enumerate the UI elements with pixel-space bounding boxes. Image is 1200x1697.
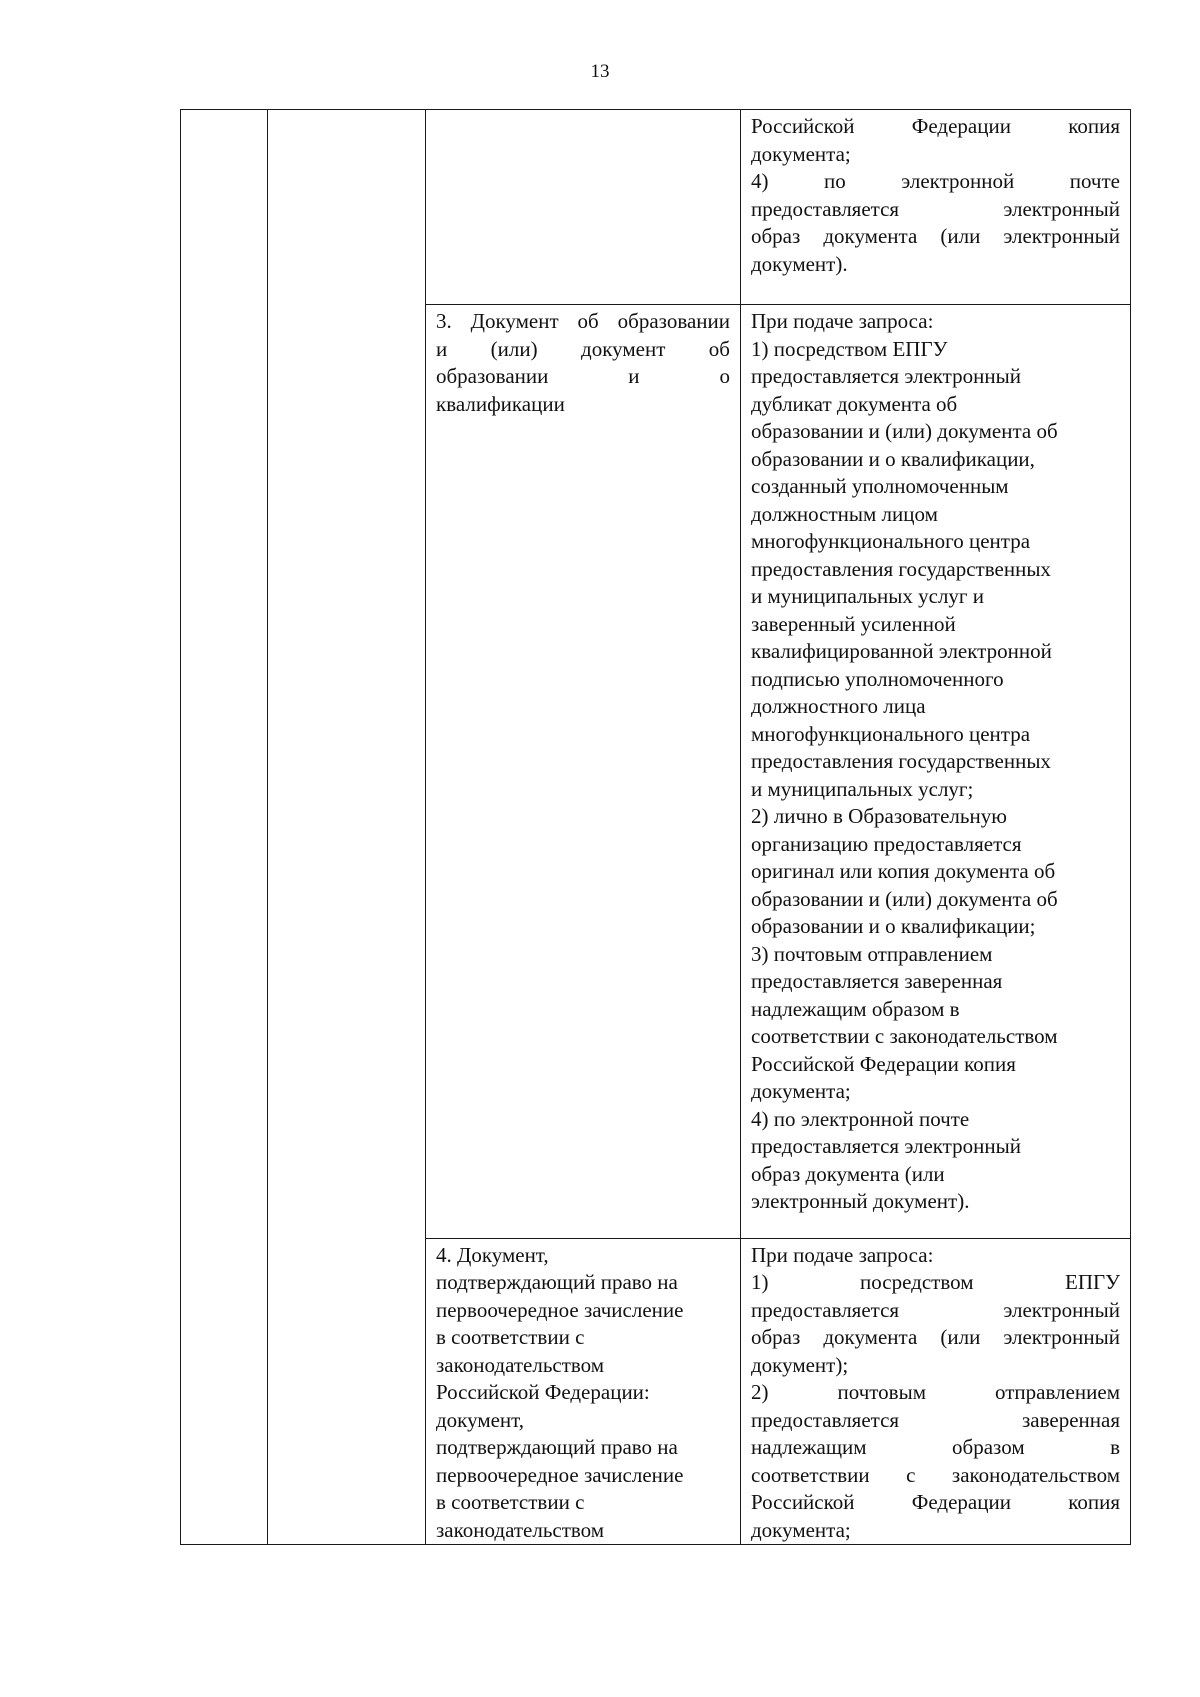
text-line: образ документа (или электронный xyxy=(751,224,1120,248)
text-line: предоставления государственных xyxy=(751,749,1051,773)
text-line: 1) посредством ЕПГУ xyxy=(751,1270,1120,1294)
text-line: 3) почтовым отправлением xyxy=(751,941,993,966)
text-line: и муниципальных услуг; xyxy=(751,776,974,801)
text-line: надлежащим образом в xyxy=(751,1435,1120,1459)
text-line: образ документа (или xyxy=(751,1161,945,1186)
text-line: предоставляется электронный xyxy=(751,1134,1021,1158)
text-line: образовании и о квалификации; xyxy=(751,914,1036,938)
text-line: предоставления государственных xyxy=(751,556,1051,581)
text-line: электронный документ). xyxy=(751,1189,970,1213)
text-line: первоочередное зачисление xyxy=(436,1297,684,1322)
text-line: подписью уполномоченного xyxy=(751,666,1004,691)
text-line: предоставляется заверенная xyxy=(751,969,1003,993)
text-line: 4) по электронной почте xyxy=(751,1106,970,1131)
text-line: Российской Федерации копия xyxy=(751,1490,1120,1514)
text-line: документа; xyxy=(751,1517,851,1542)
text-line: При подаче запроса: xyxy=(751,1242,934,1267)
text-line: образовании и о квалификации, xyxy=(751,446,1035,471)
document-name-cell xyxy=(426,305,741,1239)
service-column-cell xyxy=(268,110,426,1545)
text-line: в соответствии с xyxy=(436,1490,585,1514)
text-line: подтверждающий право на xyxy=(436,1435,678,1459)
text-line: 2) почтовым отправлением xyxy=(751,1380,1120,1404)
text-line: документа; xyxy=(751,1079,851,1103)
text-line: соответствии с законодательством xyxy=(751,1462,1120,1487)
text-line: созданный уполномоченным xyxy=(751,474,1009,498)
text-line: соответствии с законодательством xyxy=(751,1024,1058,1048)
text-line: оригинал или копия документа об xyxy=(751,859,1056,883)
submission-method-cell xyxy=(741,1238,1131,1545)
text-line: 2) лично в Образовательную xyxy=(751,804,1007,828)
text-line: документ). xyxy=(751,251,848,276)
text-line: в соответствии с xyxy=(436,1325,585,1349)
text-line: 1) посредством ЕПГУ xyxy=(751,336,948,361)
text-line: документ); xyxy=(751,1352,849,1377)
text-line: Российской Федерации: xyxy=(436,1380,650,1404)
text-line: организацию предоставляется xyxy=(751,831,1022,856)
text-line: документа; xyxy=(751,141,851,166)
text-line: Российской Федерации копия xyxy=(751,1051,1016,1076)
text-line: предоставляется заверенная xyxy=(751,1407,1120,1432)
text-line: дубликат документа об xyxy=(751,391,958,416)
text-line: первоочередное зачисление xyxy=(436,1462,684,1487)
text-line: должностным лицом xyxy=(751,501,938,526)
text-line: и (или) документ об xyxy=(436,336,730,361)
text-line: образовании и (или) документа об xyxy=(751,886,1058,911)
table-row xyxy=(181,110,1131,305)
text-line: многофункционального центра xyxy=(751,721,1031,746)
text-line: документ, xyxy=(436,1407,525,1432)
text-line: образ документа (или электронный xyxy=(751,1325,1120,1349)
text-line: предоставляется электронный xyxy=(751,196,1120,221)
text-line: квалифицированной электронной xyxy=(751,639,1052,663)
text-line: надлежащим образом в xyxy=(751,996,960,1021)
text-line: 3. Документ об образовании xyxy=(436,309,730,333)
submission-method-cell xyxy=(741,305,1131,1239)
document-name-cell xyxy=(426,110,741,305)
text-line: многофункционального центра xyxy=(751,529,1031,553)
text-line: образовании и (или) документа об xyxy=(751,419,1058,443)
requirements-table xyxy=(180,109,1131,1545)
text-line: и муниципальных услуг и xyxy=(751,584,985,608)
text-line: предоставляется электронный xyxy=(751,1297,1120,1322)
text-line: образовании и о xyxy=(436,364,730,388)
text-line: 4. Документ, xyxy=(436,1242,549,1267)
text-line: Российской Федерации копия xyxy=(751,114,1120,138)
page-number: 13 xyxy=(590,61,610,82)
submission-method-cell xyxy=(741,110,1131,305)
text-line: подтверждающий право на xyxy=(436,1270,678,1294)
text-line: законодательством xyxy=(436,1517,605,1542)
text-line: заверенный усиленной xyxy=(751,611,956,636)
text-line: должностного лица xyxy=(751,694,926,718)
text-line: При подаче запроса: xyxy=(751,309,934,333)
text-line: 4) по электронной почте xyxy=(751,169,1120,193)
text-line: квалификации xyxy=(436,391,565,416)
text-line: предоставляется электронный xyxy=(751,364,1021,388)
number-column-cell xyxy=(181,110,268,1545)
text-line: законодательством xyxy=(436,1352,605,1377)
document-name-cell xyxy=(426,1238,741,1545)
